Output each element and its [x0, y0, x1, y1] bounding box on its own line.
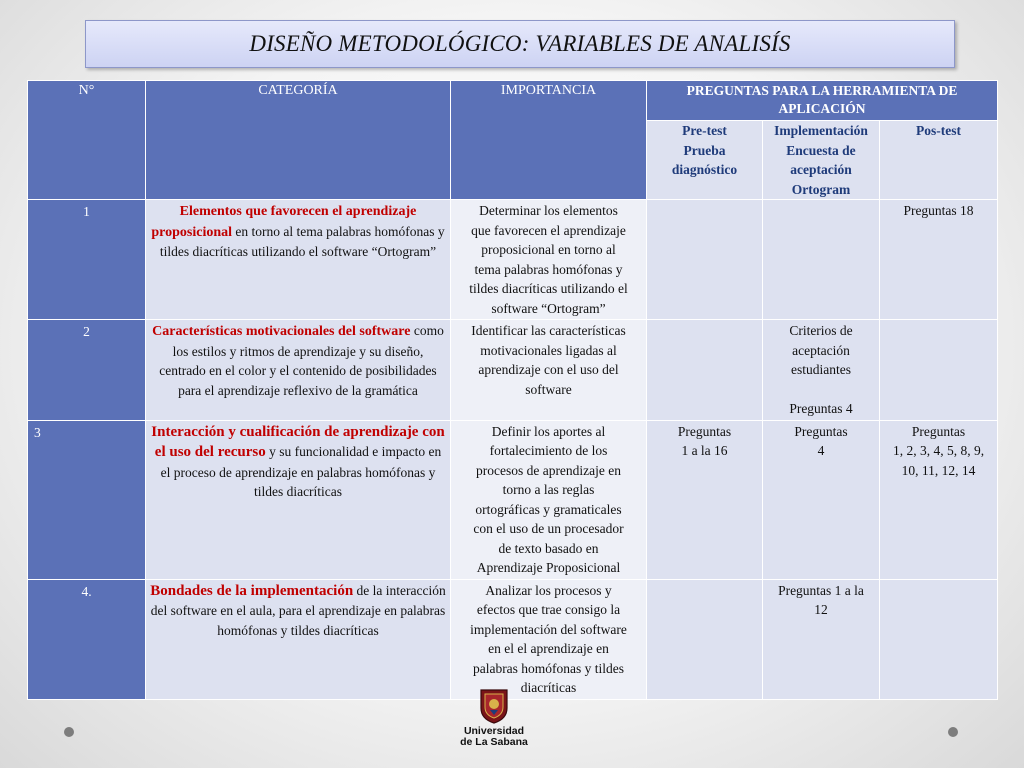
row-importancia: Determinar los elementos que favorecen el aprendizaje proposicional en torno al tema palabras homófonas y tildes diacríticas utilizando el software “Ortogram” [451, 200, 647, 320]
row-categoria: Bondades de la implementación de la interacción del software en el aula, para el aprendizaje en palabras homófonas y tildes diacríticas [146, 579, 451, 699]
header-postest: Pos-test [880, 121, 998, 200]
row-num: 2 [28, 320, 146, 421]
row-pretest: Preguntas 1 a la 16 [647, 420, 763, 579]
header-preguntas: PREGUNTAS PARA LA HERRAMIENTA DE APLICACIÓN [647, 81, 998, 121]
decorative-dot-right [948, 727, 958, 737]
row-implementacion: Preguntas 4 [763, 420, 880, 579]
header-pretest: Pre-test Prueba diagnóstico [647, 121, 763, 200]
university-crest-icon [479, 688, 509, 724]
variables-table [27, 80, 998, 700]
row-postest [880, 579, 998, 699]
row-pretest [647, 320, 763, 421]
row-postest: Preguntas 1, 2, 3, 4, 5, 8, 9, 10, 11, 12, 14 [880, 420, 998, 579]
header-num: N° [28, 81, 146, 200]
logo-line-2: de La Sabana [460, 736, 528, 748]
logo-line-1: Universidad [463, 725, 525, 737]
table-row [28, 579, 998, 699]
row-categoria: Elementos que favorecen el aprendizaje proposicional en torno al tema palabras homófonas y tildes diacríticas utilizando el software “Ortogram” [146, 200, 451, 320]
header-implementacion: Implementación Encuesta de aceptación Ortogram [763, 121, 880, 200]
row-num: 4. [28, 579, 146, 699]
table-row [28, 420, 998, 579]
row-categoria: Interacción y cualificación de aprendizaje con el uso del recurso y su funcionalidad e impacto en el proceso de aprendizaje en palabras homófonas y tildes diacríticas [146, 420, 451, 579]
header-importancia: IMPORTANCIA [451, 81, 647, 200]
slide-title-box [85, 20, 955, 68]
table-row [28, 200, 998, 320]
header-categoria: CATEGORÍA [146, 81, 451, 200]
row-pretest [647, 579, 763, 699]
row-num: 3 [28, 420, 146, 579]
row-postest [880, 320, 998, 421]
table-row [28, 320, 998, 421]
row-importancia: Identificar las características motivacionales ligadas al aprendizaje con el uso del software [451, 320, 647, 421]
row-importancia: Definir los aportes al fortalecimiento de los procesos de aprendizaje en torno a las reglas ortográficas y gramaticales con el uso de un procesador de texto basado en Aprendizaje Proposicional [451, 420, 647, 579]
row-pretest [647, 200, 763, 320]
university-logo [456, 688, 532, 748]
row-importancia: Analizar los procesos y efectos que trae consigo la implementación del software en el el aprendizaje en palabras homófonas y tildes diacríticas [451, 579, 647, 699]
row-num: 1 [28, 200, 146, 320]
row-categoria: Características motivacionales del software como los estilos y ritmos de aprendizaje y su diseño, centrado en el color y el contenido de posibilidades para el aprendizaje reflexivo de la gramática [146, 320, 451, 421]
row-implementacion [763, 200, 880, 320]
row-postest: Preguntas 18 [880, 200, 998, 320]
decorative-dot-left [64, 727, 74, 737]
row-implementacion: Criterios de aceptación estudiantes Preguntas 4 [763, 320, 880, 421]
slide-title: DISEÑO METODOLÓGICO: VARIABLES DE ANALISÍS [249, 31, 791, 56]
row-implementacion: Preguntas 1 a la 12 [763, 579, 880, 699]
